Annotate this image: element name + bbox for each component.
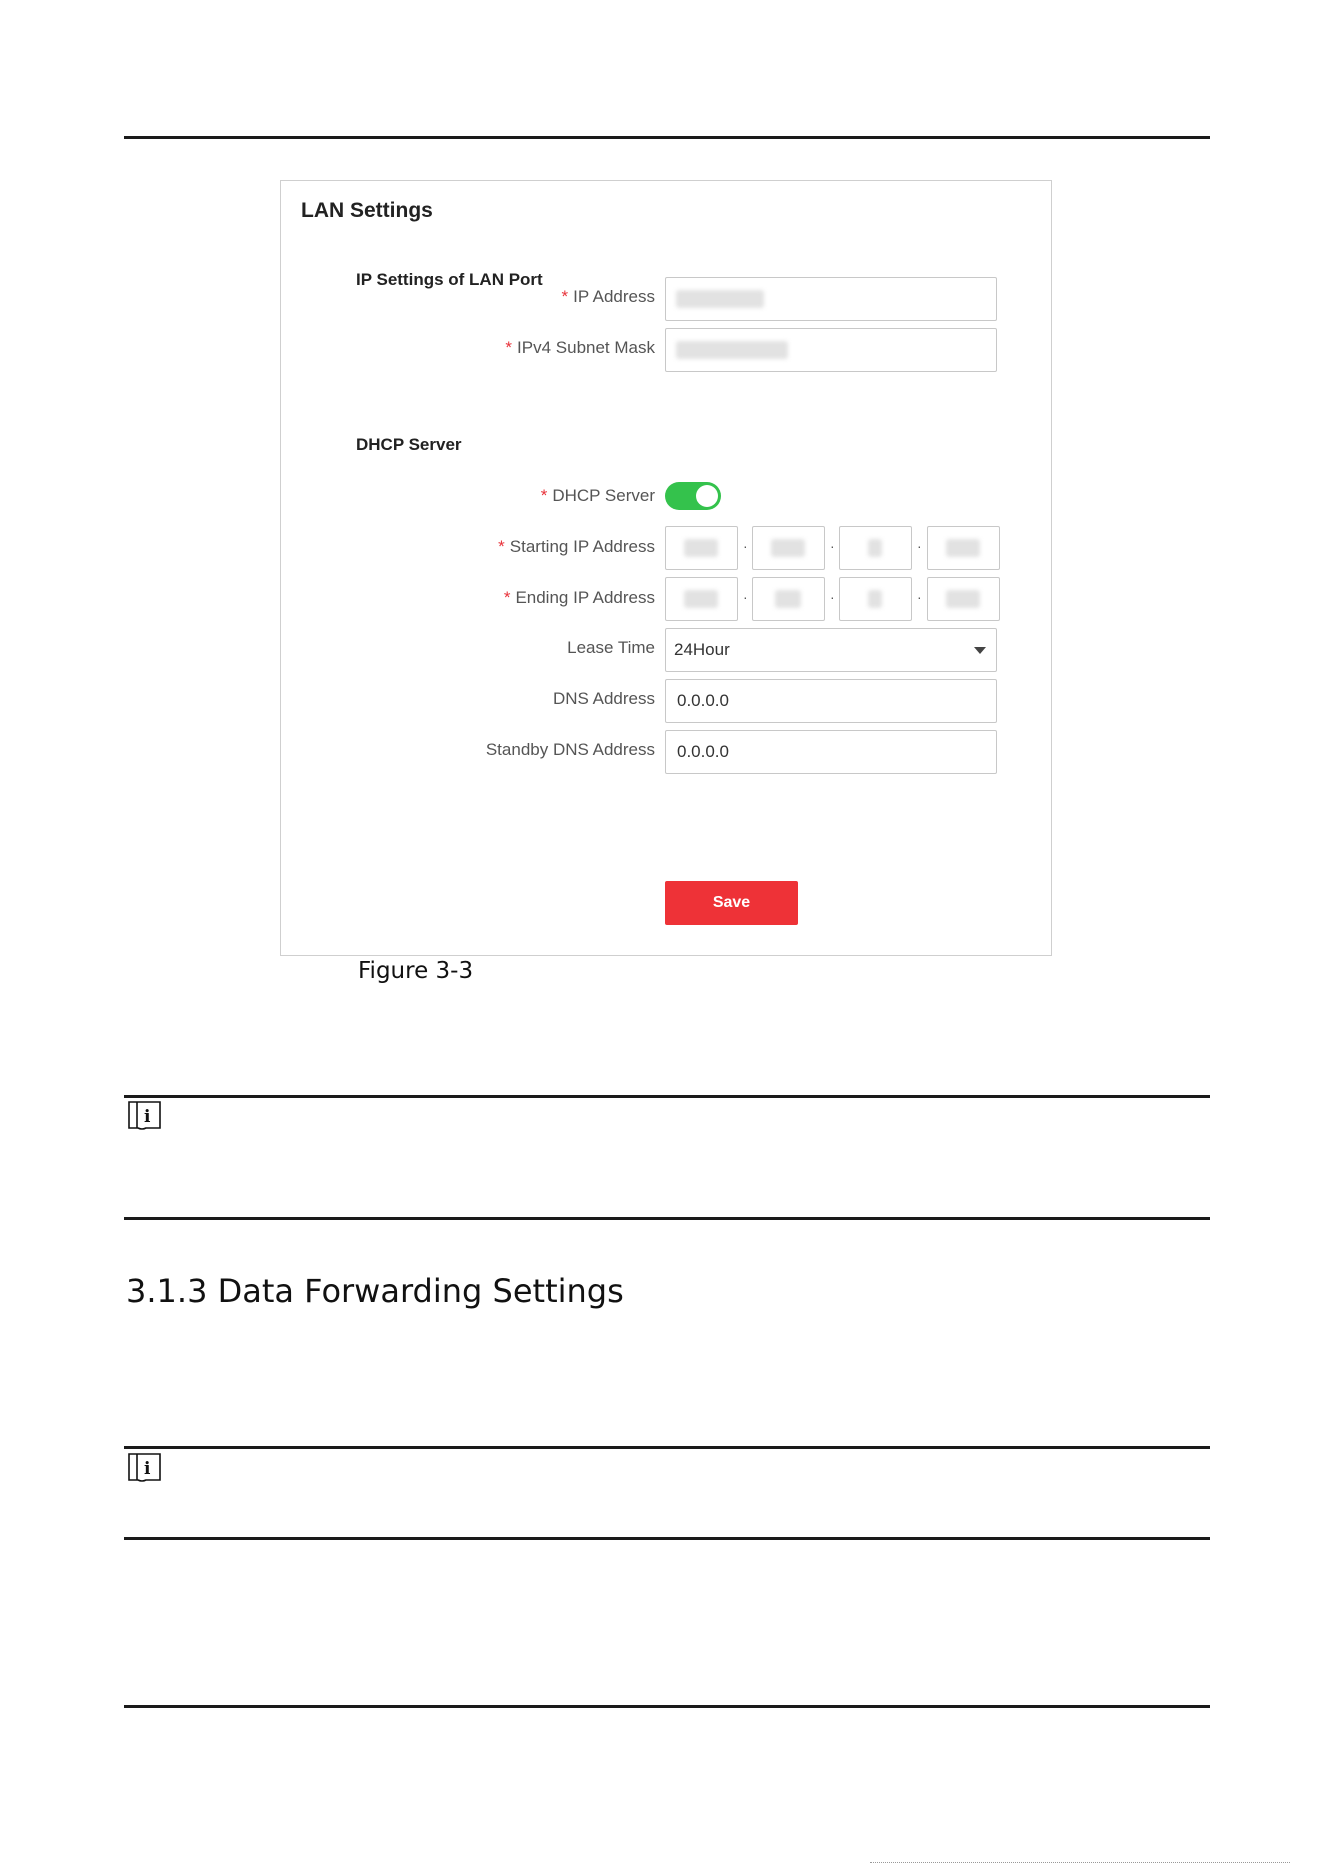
ip-separator: · xyxy=(743,538,748,554)
redacted-value xyxy=(868,539,882,557)
redacted-value xyxy=(771,539,805,557)
figure-caption: Figure 3-3 xyxy=(358,958,474,984)
note-bottom-rule xyxy=(124,1217,1210,1220)
required-mark: * xyxy=(505,338,513,357)
footer-mark xyxy=(870,1862,1290,1873)
starting-ip-octet-3[interactable] xyxy=(839,526,912,570)
starting-ip-octet-2[interactable] xyxy=(752,526,825,570)
ip-separator: · xyxy=(917,589,922,605)
ending-ip-label: * Ending IP Address xyxy=(503,588,655,607)
dhcp-server-toggle[interactable] xyxy=(665,482,721,510)
note-top-rule xyxy=(124,1095,1210,1098)
svg-text:i: i xyxy=(144,1107,151,1127)
ip-separator: · xyxy=(830,589,835,605)
redacted-value xyxy=(868,590,882,608)
panel-title: LAN Settings xyxy=(301,199,433,222)
standby-dns-input[interactable]: 0.0.0.0 xyxy=(665,730,997,774)
ending-ip-octet-2[interactable] xyxy=(752,577,825,621)
ip-separator: · xyxy=(743,589,748,605)
required-mark: * xyxy=(561,287,569,306)
starting-ip-label: * Starting IP Address xyxy=(498,537,655,556)
subnet-mask-label: * IPv4 Subnet Mask xyxy=(505,338,655,357)
redacted-value xyxy=(676,290,764,308)
svg-text:i: i xyxy=(144,1459,151,1479)
dns-address-input[interactable]: 0.0.0.0 xyxy=(665,679,997,723)
dns-address-label: DNS Address xyxy=(552,689,655,708)
note-icon xyxy=(126,1452,174,1484)
redacted-value xyxy=(676,341,788,359)
dhcp-server-label: * DHCP Server xyxy=(540,486,655,505)
note-top-rule xyxy=(124,1446,1210,1449)
lease-time-value: 24Hour xyxy=(674,640,730,659)
required-mark: * xyxy=(540,486,548,505)
ip-separator: · xyxy=(830,538,835,554)
ending-ip-octet-3[interactable] xyxy=(839,577,912,621)
starting-ip-octet-4[interactable] xyxy=(927,526,1000,570)
chevron-down-icon xyxy=(974,647,986,654)
required-mark: * xyxy=(503,588,511,607)
redacted-value xyxy=(684,539,718,557)
section-heading: 3.1.3 Data Forwarding Settings xyxy=(126,1272,624,1310)
top-rule xyxy=(124,136,1210,139)
save-button[interactable]: Save xyxy=(665,881,798,925)
redacted-value xyxy=(775,590,801,608)
ending-ip-octet-1[interactable] xyxy=(665,577,738,621)
ip-address-input[interactable] xyxy=(665,277,997,321)
note-bottom-rule xyxy=(124,1537,1210,1540)
subnet-mask-input[interactable] xyxy=(665,328,997,372)
redacted-value xyxy=(946,539,980,557)
lease-time-select[interactable] xyxy=(665,628,997,672)
starting-ip-octet-1[interactable] xyxy=(665,526,738,570)
required-mark: * xyxy=(498,537,505,556)
ip-separator: · xyxy=(917,538,922,554)
ip-address-label: * IP Address xyxy=(561,287,655,306)
toggle-knob xyxy=(696,485,718,507)
note-icon xyxy=(126,1100,174,1132)
section-title-ip-settings: IP Settings of LAN Port xyxy=(356,270,543,289)
redacted-value xyxy=(946,590,980,608)
lan-settings-panel xyxy=(280,180,1052,956)
redacted-value xyxy=(684,590,718,608)
lease-time-label: Lease Time xyxy=(567,638,655,657)
page-rule xyxy=(124,1705,1210,1708)
section-title-dhcp: DHCP Server xyxy=(356,435,462,454)
ending-ip-octet-4[interactable] xyxy=(927,577,1000,621)
standby-dns-label: Standby DNS Address xyxy=(485,740,655,759)
